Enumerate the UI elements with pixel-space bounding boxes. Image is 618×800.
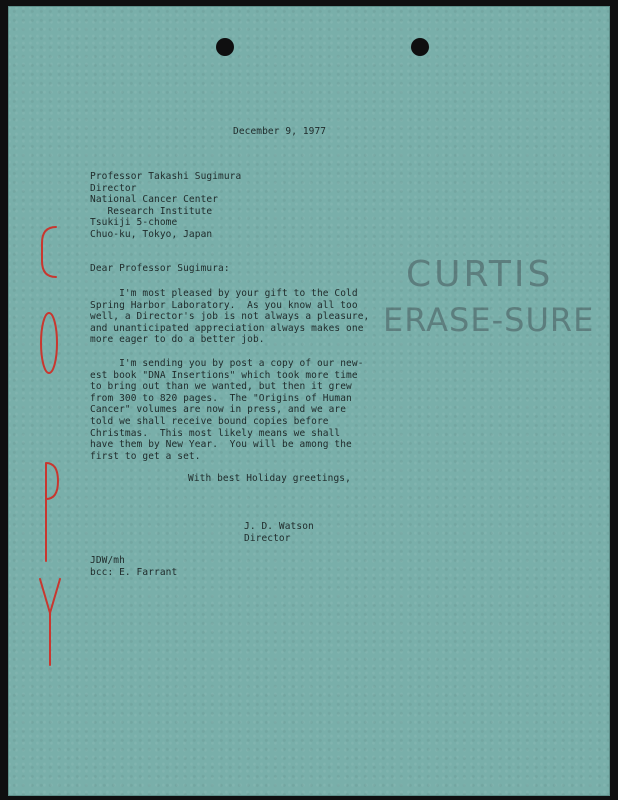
watermark-line-1: CURTIS bbox=[406, 254, 554, 295]
closing: With best Holiday greetings, bbox=[188, 473, 351, 484]
text-line: have them by New Year. You will be among the bbox=[90, 439, 352, 451]
address-line: Tsukiji 5-chome bbox=[90, 217, 178, 229]
address-line: Chuo-ku, Tokyo, Japan bbox=[90, 228, 213, 240]
text-line: well, a Director's job is not always a pleasure, bbox=[90, 311, 370, 323]
recipient-address bbox=[90, 171, 241, 241]
signature-title: Director bbox=[244, 532, 291, 544]
text-line: Cancer" volumes are now in press, and we are bbox=[90, 404, 347, 416]
address-line: Research Institute bbox=[90, 205, 213, 217]
punch-hole-left bbox=[216, 38, 234, 56]
text-line: more eager to do a better job. bbox=[90, 334, 265, 346]
address-line: Professor Takashi Sugimura bbox=[90, 171, 242, 182]
text-line: Christmas. This most likely means we shall bbox=[90, 427, 341, 439]
typist-initials: JDW/mh bbox=[90, 555, 125, 566]
text-line: I'm most pleased by your gift to the Cold bbox=[90, 288, 358, 299]
bcc-line: bcc: E. Farrant bbox=[90, 566, 178, 578]
paper-watermark bbox=[383, 254, 613, 339]
text-line: Spring Harbor Laboratory. As you know all too bbox=[90, 299, 358, 311]
copy-letter-y bbox=[40, 579, 60, 665]
text-line: told we shall receive bound copies before bbox=[90, 415, 329, 427]
paragraph-1 bbox=[90, 288, 369, 346]
text-line: first to get a set. bbox=[90, 450, 201, 462]
reference-initials bbox=[90, 555, 177, 578]
copy-stamp-graphic bbox=[38, 221, 62, 666]
text-line: and unanticipated appreciation always makes one bbox=[90, 322, 364, 334]
copy-stamp bbox=[38, 221, 62, 666]
letter-date: December 9, 1977 bbox=[233, 126, 327, 137]
copy-letter-o bbox=[41, 313, 57, 373]
text-line: from 300 to 820 pages. The "Origins of Human bbox=[90, 392, 352, 404]
salutation: Dear Professor Sugimura: bbox=[90, 263, 230, 274]
address-line: Director bbox=[90, 182, 137, 194]
signature-name: J. D. Watson bbox=[244, 521, 314, 532]
paragraph-2 bbox=[90, 358, 364, 462]
text-line: I'm sending you by post a copy of our new- bbox=[90, 358, 364, 369]
address-line: National Cancer Center bbox=[90, 194, 219, 206]
punch-hole-right bbox=[411, 38, 429, 56]
text-line: to bring out than we wanted, but then it grew bbox=[90, 381, 352, 393]
watermark-line-2: ERASE-SURE bbox=[383, 301, 595, 339]
copy-letter-p bbox=[46, 463, 58, 561]
copy-letter-c bbox=[42, 227, 56, 277]
letter-sheet bbox=[8, 6, 610, 796]
text-line: est book "DNA Insertions" which took more time bbox=[90, 369, 358, 381]
signature-block bbox=[244, 521, 314, 544]
